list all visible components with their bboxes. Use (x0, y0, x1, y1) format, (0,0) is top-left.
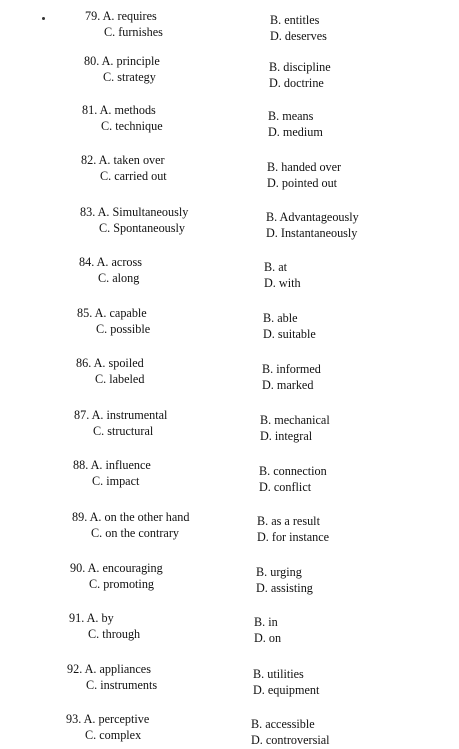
option-d: D. marked (262, 378, 314, 392)
option-a: A. across (96, 255, 142, 269)
option-b: B. means (268, 109, 314, 123)
question-86-left (76, 355, 144, 387)
option-c: C. promoting (89, 577, 155, 591)
question-number: 81. (82, 103, 98, 117)
question-number: 93. (66, 712, 82, 726)
option-a: A. influence (90, 458, 151, 472)
option-b: B. as a result (257, 514, 320, 528)
question-88-right (259, 463, 327, 495)
question-87-right (260, 412, 330, 444)
option-a: A. on the other hand (89, 510, 190, 524)
option-c: C. structural (93, 424, 154, 438)
option-a: A. by (86, 611, 114, 625)
option-c: C. Spontaneously (99, 221, 185, 235)
question-90-left (70, 560, 163, 592)
question-89-left (72, 509, 189, 541)
question-number: 92. (67, 662, 83, 676)
question-number: 90. (70, 561, 86, 575)
option-c: C. on the contrary (91, 526, 179, 540)
option-d: D. for instance (257, 530, 330, 544)
question-number: 84. (79, 255, 95, 269)
option-b: B. utilities (253, 667, 304, 681)
question-number: 79. (85, 9, 101, 23)
option-a: A. encouraging (87, 561, 163, 575)
option-b: B. discipline (269, 60, 331, 74)
question-80-left (84, 53, 160, 85)
question-85-left (77, 305, 150, 337)
question-93-left (66, 711, 149, 743)
option-c: C. along (98, 271, 140, 285)
option-d: D. equipment (253, 683, 320, 697)
option-b: B. accessible (251, 717, 315, 731)
option-a: A. Simultaneously (97, 205, 189, 219)
question-85-right (263, 310, 316, 342)
option-b: B. Advantageously (266, 210, 359, 224)
question-81-right (268, 108, 323, 140)
option-a: A. principle (101, 54, 160, 68)
option-b: B. connection (259, 464, 327, 478)
option-c: C. carried out (100, 169, 167, 183)
option-b: B. handed over (267, 160, 342, 174)
option-c: C. possible (96, 322, 151, 336)
option-b: B. in (254, 615, 278, 629)
option-c: C. through (88, 627, 141, 641)
option-a: A. requires (102, 9, 157, 23)
option-b: B. urging (256, 565, 302, 579)
option-c: C. labeled (95, 372, 145, 386)
question-82-right (267, 159, 341, 191)
option-b: B. able (263, 311, 298, 325)
option-c: C. furnishes (104, 25, 163, 39)
question-91-right (254, 614, 281, 646)
option-b: B. mechanical (260, 413, 330, 427)
option-d: D. controversial (251, 733, 330, 747)
question-number: 91. (69, 611, 85, 625)
question-91-left (69, 610, 140, 642)
question-number: 80. (84, 54, 100, 68)
question-number: 82. (81, 153, 97, 167)
question-number: 88. (73, 458, 89, 472)
question-92-right (253, 666, 319, 698)
question-79-right (270, 12, 327, 44)
option-d: D. doctrine (269, 76, 324, 90)
option-b: B. at (264, 260, 288, 274)
question-83-right (266, 209, 359, 241)
option-b: B. informed (262, 362, 321, 376)
option-d: D. Instantaneously (266, 226, 358, 240)
option-d: D. suitable (263, 327, 316, 341)
question-80-right (269, 59, 331, 91)
question-86-right (262, 361, 321, 393)
option-a: A. taken over (98, 153, 165, 167)
option-d: D. assisting (256, 581, 313, 595)
option-a: A. capable (94, 306, 147, 320)
option-c: C. impact (92, 474, 140, 488)
option-a: A. instrumental (91, 408, 168, 422)
question-92-left (67, 661, 157, 693)
option-a: A. spoiled (93, 356, 144, 370)
question-90-right (256, 564, 313, 596)
option-a: A. perceptive (83, 712, 150, 726)
option-c: C. strategy (103, 70, 156, 84)
option-b: B. entitles (270, 13, 320, 27)
option-d: D. medium (268, 125, 323, 139)
question-number: 85. (77, 306, 93, 320)
option-c: C. complex (85, 728, 142, 742)
option-d: D. integral (260, 429, 313, 443)
question-83-left (80, 204, 188, 236)
question-84-right (264, 259, 301, 291)
question-89-right (257, 513, 329, 545)
question-93-right (251, 716, 330, 748)
question-number: 89. (72, 510, 88, 524)
option-a: A. methods (99, 103, 156, 117)
question-82-left (81, 152, 167, 184)
question-number: 87. (74, 408, 90, 422)
question-number: 86. (76, 356, 92, 370)
option-c: C. technique (101, 119, 163, 133)
option-d: D. pointed out (267, 176, 338, 190)
option-d: D. conflict (259, 480, 312, 494)
question-81-left (82, 102, 163, 134)
question-79-left (85, 8, 163, 40)
option-d: D. on (254, 631, 282, 645)
option-a: A. appliances (84, 662, 151, 676)
question-88-left (73, 457, 151, 489)
option-d: D. deserves (270, 29, 327, 43)
question-84-left (79, 254, 142, 286)
question-number: 83. (80, 205, 96, 219)
option-d: D. with (264, 276, 301, 290)
question-87-left (74, 407, 167, 439)
option-c: C. instruments (86, 678, 158, 692)
page-speck (42, 17, 45, 20)
